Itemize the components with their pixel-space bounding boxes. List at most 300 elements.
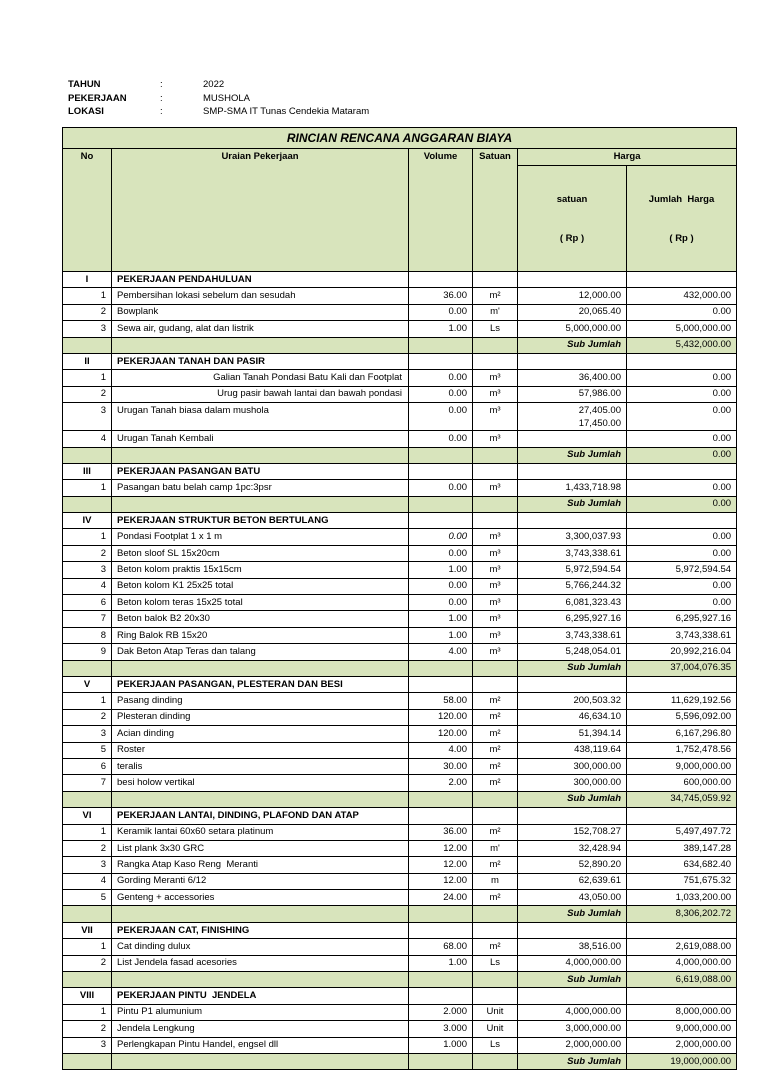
item-total-price: 3,743,338.61 — [627, 627, 737, 643]
subtotal-value: 0.00 — [627, 447, 737, 463]
item-unit-price: 12,000.00 — [518, 288, 627, 304]
item-unit: m² — [473, 775, 518, 791]
subtotal-label: Sub Jumlah — [518, 496, 627, 512]
empty-cell — [112, 791, 409, 807]
item-unit-price: 438,119.64 — [518, 742, 627, 758]
item-volume: 1.00 — [409, 611, 473, 627]
item-unit-price: 46,634.10 — [518, 709, 627, 725]
item-number: 5 — [63, 890, 112, 906]
empty-cell — [473, 337, 518, 353]
item-volume: 2.000 — [409, 1004, 473, 1020]
item-description: Beton kolom K1 25x25 total — [112, 578, 409, 594]
item-number: 1 — [63, 939, 112, 955]
item-row — [63, 1021, 737, 1037]
item-unit-price: 6,295,927.16 — [518, 611, 627, 627]
subtotal-value: 8,306,202.72 — [627, 906, 737, 922]
section-number: VII — [63, 922, 112, 938]
item-volume: 0.00 — [409, 578, 473, 594]
item-number: 3 — [63, 403, 112, 431]
empty-cell — [63, 972, 112, 988]
item-volume: 0.00 — [409, 545, 473, 561]
info-label: PEKERJAAN — [68, 92, 127, 104]
item-unit-price: 51,394.14 — [518, 726, 627, 742]
item-row — [63, 709, 737, 725]
info-row-project — [68, 92, 369, 106]
item-unit-price: 6,081,323.43 — [518, 595, 627, 611]
item-total-price: 0.00 — [627, 595, 737, 611]
item-volume: 58.00 — [409, 693, 473, 709]
item-volume: 36.00 — [409, 824, 473, 840]
item-number: 6 — [63, 595, 112, 611]
item-number: 7 — [63, 775, 112, 791]
item-number: 2 — [63, 386, 112, 402]
empty-cell — [112, 1053, 409, 1069]
item-volume: 4.00 — [409, 644, 473, 660]
empty-cell — [473, 676, 518, 692]
item-number: 9 — [63, 644, 112, 660]
item-unit-price: 38,516.00 — [518, 939, 627, 955]
item-row — [63, 955, 737, 971]
empty-cell — [409, 988, 473, 1004]
empty-cell — [409, 337, 473, 353]
item-total-price: 634,682.40 — [627, 857, 737, 873]
header-total-price — [627, 166, 737, 272]
subtotal-row — [63, 1053, 737, 1069]
item-description: Plesteran dinding — [112, 709, 409, 725]
section-number: IV — [63, 513, 112, 529]
empty-cell — [518, 676, 627, 692]
item-description: Pembersihan lokasi sebelum dan sesudah — [112, 288, 409, 304]
subtotal-value: 34,745,059.92 — [627, 791, 737, 807]
empty-cell — [518, 988, 627, 1004]
empty-cell — [473, 272, 518, 288]
item-unit-price: 152,708.27 — [518, 824, 627, 840]
empty-cell — [518, 513, 627, 529]
item-row — [63, 545, 737, 561]
subtotal-label: Sub Jumlah — [518, 660, 627, 676]
item-number: 6 — [63, 758, 112, 774]
item-total-price: 20,992,216.04 — [627, 644, 737, 660]
subtotal-value: 37,004,076.35 — [627, 660, 737, 676]
empty-cell — [409, 791, 473, 807]
item-volume: 1.00 — [409, 627, 473, 643]
header-unit-price — [518, 166, 627, 272]
item-number: 7 — [63, 611, 112, 627]
item-unit: m² — [473, 824, 518, 840]
item-row — [63, 403, 737, 431]
item-unit-price-line: 27,405.00 — [578, 405, 621, 417]
info-value: SMP-SMA IT Tunas Cendekia Mataram — [203, 106, 370, 117]
item-number: 3 — [63, 726, 112, 742]
item-unit-price: 52,890.20 — [518, 857, 627, 873]
item-description: List Jendela fasad acesories — [112, 955, 409, 971]
info-row-year — [68, 78, 369, 92]
empty-cell — [409, 513, 473, 529]
empty-cell — [473, 496, 518, 512]
empty-cell — [409, 660, 473, 676]
item-volume: 0.00 — [409, 595, 473, 611]
section-number: III — [63, 463, 112, 479]
item-number: 2 — [63, 709, 112, 725]
empty-cell — [112, 447, 409, 463]
item-number: 2 — [63, 545, 112, 561]
item-description: Pasangan batu belah camp 1pc:3psr — [112, 480, 409, 496]
item-unit: m² — [473, 758, 518, 774]
item-row — [63, 742, 737, 758]
item-description: Dak Beton Atap Teras dan talang — [112, 644, 409, 660]
empty-cell — [112, 496, 409, 512]
info-value: MUSHOLA — [203, 92, 250, 104]
header-no: No — [63, 149, 112, 272]
item-unit: m³ — [473, 480, 518, 496]
section-title: PEKERJAAN CAT, FINISHING — [112, 922, 409, 938]
section-number: I — [63, 272, 112, 288]
item-volume: 0.00 — [409, 403, 473, 431]
item-volume: 3.000 — [409, 1021, 473, 1037]
section-title: PEKERJAAN LANTAI, DINDING, PLAFOND DAN ATAP — [112, 808, 409, 824]
item-unit: m³ — [473, 431, 518, 447]
item-description: besi holow vertikal — [112, 775, 409, 791]
section-row — [63, 353, 737, 369]
item-unit: m³ — [473, 644, 518, 660]
section-number: II — [63, 353, 112, 369]
info-label: TAHUN — [68, 79, 101, 90]
item-description: Beton balok B2 20x30 — [112, 611, 409, 627]
section-title: PEKERJAAN STRUKTUR BETON BERTULANG — [112, 513, 409, 529]
item-unit-price: 5,972,594.54 — [518, 562, 627, 578]
subtotal-row — [63, 972, 737, 988]
empty-cell — [518, 808, 627, 824]
item-unit: m³ — [473, 403, 518, 431]
item-unit: Unit — [473, 1021, 518, 1037]
subtotal-label: Sub Jumlah — [518, 447, 627, 463]
item-unit-price: 4,000,000.00 — [518, 1004, 627, 1020]
item-row — [63, 627, 737, 643]
empty-cell — [627, 513, 737, 529]
item-total-price: 9,000,000.00 — [627, 758, 737, 774]
item-volume: 0.00 — [409, 431, 473, 447]
item-description: Roster — [112, 742, 409, 758]
section-row — [63, 922, 737, 938]
item-number: 3 — [63, 321, 112, 337]
section-title: PEKERJAAN PASANGAN, PLESTERAN DAN BESI — [112, 676, 409, 692]
info-label: LOKASI — [68, 106, 104, 117]
item-unit: Ls — [473, 321, 518, 337]
empty-cell — [518, 353, 627, 369]
header-unit-price-currency: ( Rp ) — [559, 233, 585, 244]
item-total-price: 6,167,296.80 — [627, 726, 737, 742]
section-number: V — [63, 676, 112, 692]
item-unit: m² — [473, 288, 518, 304]
header-description: Uraian Pekerjaan — [112, 149, 409, 272]
table-title: RINCIAN RENCANA ANGGARAN BIAYA — [63, 128, 737, 149]
item-total-price: 751,675.32 — [627, 873, 737, 889]
item-unit: m² — [473, 709, 518, 725]
subtotal-row — [63, 906, 737, 922]
item-description: List plank 3x30 GRC — [112, 840, 409, 856]
item-description: Pintu P1 alumunium — [112, 1004, 409, 1020]
header-volume: Volume — [409, 149, 473, 272]
item-description: Galian Tanah Pondasi Batu Kali dan Footplat — [112, 370, 409, 386]
item-volume: 4.00 — [409, 742, 473, 758]
item-total-price: 0.00 — [627, 578, 737, 594]
item-total-price: 9,000,000.00 — [627, 1021, 737, 1037]
empty-cell — [63, 447, 112, 463]
section-row — [63, 988, 737, 1004]
subtotal-value: 0.00 — [627, 496, 737, 512]
item-total-price: 5,972,594.54 — [627, 562, 737, 578]
item-row — [63, 1004, 737, 1020]
item-volume: 0.00 — [409, 386, 473, 402]
item-unit-price: 32,428.94 — [518, 840, 627, 856]
item-unit: m³ — [473, 545, 518, 561]
item-unit-price-line: 17,450.00 — [578, 418, 621, 430]
item-description: Pasang dinding — [112, 693, 409, 709]
header-unit-price-label: satuan — [556, 194, 588, 205]
item-unit-price: 62,639.61 — [518, 873, 627, 889]
subtotal-label: Sub Jumlah — [518, 906, 627, 922]
item-row — [63, 939, 737, 955]
section-number: VI — [63, 808, 112, 824]
section-number: VIII — [63, 988, 112, 1004]
subtotal-row — [63, 447, 737, 463]
item-unit-price — [518, 403, 627, 431]
header-total-price-label: Jumlah Harga — [648, 194, 715, 205]
item-number: 1 — [63, 1004, 112, 1020]
item-number: 1 — [63, 288, 112, 304]
item-description: Urugan Tanah Kembali — [112, 431, 409, 447]
empty-cell — [63, 337, 112, 353]
item-volume: 12.00 — [409, 857, 473, 873]
item-number: 1 — [63, 693, 112, 709]
empty-cell — [473, 906, 518, 922]
item-row — [63, 1037, 737, 1053]
item-total-price: 6,295,927.16 — [627, 611, 737, 627]
item-row — [63, 431, 737, 447]
empty-cell — [63, 1053, 112, 1069]
item-description: Sewa air, gudang, alat dan listrik — [112, 321, 409, 337]
item-total-price: 1,752,478.56 — [627, 742, 737, 758]
item-unit: m² — [473, 693, 518, 709]
item-description: Rangka Atap Kaso Reng Meranti — [112, 857, 409, 873]
item-row — [63, 873, 737, 889]
item-row — [63, 321, 737, 337]
item-unit: m³ — [473, 562, 518, 578]
empty-cell — [473, 660, 518, 676]
item-total-price: 5,000,000.00 — [627, 321, 737, 337]
item-number: 1 — [63, 370, 112, 386]
item-description: Ring Balok RB 15x20 — [112, 627, 409, 643]
item-unit-price: 2,000,000.00 — [518, 1037, 627, 1053]
empty-cell — [409, 353, 473, 369]
item-volume: 12.00 — [409, 873, 473, 889]
item-volume: 1.00 — [409, 321, 473, 337]
item-unit: Ls — [473, 1037, 518, 1053]
subtotal-label: Sub Jumlah — [518, 972, 627, 988]
item-volume: 0.00 — [409, 304, 473, 320]
item-number: 2 — [63, 955, 112, 971]
item-description: Genteng + accessories — [112, 890, 409, 906]
empty-cell — [409, 1053, 473, 1069]
item-volume: 120.00 — [409, 709, 473, 725]
item-description: Pondasi Footplat 1 x 1 m — [112, 529, 409, 545]
section-row — [63, 808, 737, 824]
empty-cell — [409, 676, 473, 692]
table-title-row — [63, 128, 737, 149]
section-title: PEKERJAAN PINTU JENDELA — [112, 988, 409, 1004]
item-row — [63, 644, 737, 660]
empty-cell — [473, 447, 518, 463]
item-unit: m² — [473, 726, 518, 742]
item-unit: m³ — [473, 595, 518, 611]
item-unit: m³ — [473, 627, 518, 643]
subtotal-row — [63, 660, 737, 676]
subtotal-value: 5,432,000.00 — [627, 337, 737, 353]
subtotal-label: Sub Jumlah — [518, 791, 627, 807]
item-volume: 1.00 — [409, 562, 473, 578]
item-number: 2 — [63, 1021, 112, 1037]
item-unit-price: 4,000,000.00 — [518, 955, 627, 971]
item-row — [63, 370, 737, 386]
empty-cell — [627, 463, 737, 479]
item-unit: m³ — [473, 611, 518, 627]
empty-cell — [409, 972, 473, 988]
item-unit: m² — [473, 939, 518, 955]
subtotal-label: Sub Jumlah — [518, 337, 627, 353]
empty-cell — [473, 988, 518, 1004]
item-unit-price: 5,000,000.00 — [518, 321, 627, 337]
empty-cell — [627, 676, 737, 692]
item-total-price: 432,000.00 — [627, 288, 737, 304]
empty-cell — [409, 463, 473, 479]
item-row — [63, 288, 737, 304]
empty-cell — [627, 272, 737, 288]
item-volume: 1.00 — [409, 955, 473, 971]
item-description: Urug pasir bawah lantai dan bawah pondasi — [112, 386, 409, 402]
item-total-price: 5,497,497.72 — [627, 824, 737, 840]
section-row — [63, 513, 737, 529]
item-total-price: 1,033,200.00 — [627, 890, 737, 906]
empty-cell — [63, 660, 112, 676]
item-volume: 0.00 — [409, 480, 473, 496]
project-info — [68, 78, 369, 119]
item-description: teralis — [112, 758, 409, 774]
item-row — [63, 595, 737, 611]
empty-cell — [409, 272, 473, 288]
item-unit: Ls — [473, 955, 518, 971]
empty-cell — [627, 922, 737, 938]
empty-cell — [409, 922, 473, 938]
empty-cell — [112, 906, 409, 922]
budget-table — [62, 127, 737, 1070]
item-row — [63, 840, 737, 856]
item-volume: 0.00 — [409, 370, 473, 386]
empty-cell — [112, 972, 409, 988]
item-number: 1 — [63, 529, 112, 545]
empty-cell — [409, 906, 473, 922]
item-total-price: 0.00 — [627, 545, 737, 561]
item-total-price: 2,619,088.00 — [627, 939, 737, 955]
empty-cell — [409, 447, 473, 463]
empty-cell — [473, 791, 518, 807]
item-number: 3 — [63, 562, 112, 578]
item-unit-price: 36,400.00 — [518, 370, 627, 386]
empty-cell — [473, 972, 518, 988]
item-volume: 68.00 — [409, 939, 473, 955]
item-total-price: 0.00 — [627, 304, 737, 320]
empty-cell — [473, 513, 518, 529]
empty-cell — [473, 463, 518, 479]
empty-cell — [627, 988, 737, 1004]
item-total-price: 0.00 — [627, 370, 737, 386]
item-row — [63, 304, 737, 320]
item-unit: m³ — [473, 386, 518, 402]
section-title: PEKERJAAN TANAH DAN PASIR — [112, 353, 409, 369]
item-description: Perlengkapan Pintu Handel, engsel dll — [112, 1037, 409, 1053]
item-unit-price: 200,503.32 — [518, 693, 627, 709]
empty-cell — [473, 1053, 518, 1069]
info-separator: : — [160, 92, 163, 104]
section-row — [63, 272, 737, 288]
empty-cell — [518, 922, 627, 938]
section-title: PEKERJAAN PENDAHULUAN — [112, 272, 409, 288]
section-title: PEKERJAAN PASANGAN BATU — [112, 463, 409, 479]
subtotal-row — [63, 791, 737, 807]
item-volume: 2.00 — [409, 775, 473, 791]
item-row — [63, 693, 737, 709]
item-volume: 120.00 — [409, 726, 473, 742]
subtotal-value: 19,000,000.00 — [627, 1053, 737, 1069]
item-number: 4 — [63, 578, 112, 594]
empty-cell — [518, 272, 627, 288]
item-total-price: 0.00 — [627, 480, 737, 496]
empty-cell — [627, 808, 737, 824]
empty-cell — [473, 353, 518, 369]
info-row-location — [68, 105, 369, 119]
item-number: 1 — [63, 824, 112, 840]
item-description: Urugan Tanah biasa dalam mushola — [112, 403, 409, 431]
item-total-price: 0.00 — [627, 529, 737, 545]
empty-cell — [63, 496, 112, 512]
item-volume: 12.00 — [409, 840, 473, 856]
item-row — [63, 824, 737, 840]
subtotal-label: Sub Jumlah — [518, 1053, 627, 1069]
item-row — [63, 611, 737, 627]
item-unit-price: 43,050.00 — [518, 890, 627, 906]
item-number: 4 — [63, 873, 112, 889]
section-row — [63, 463, 737, 479]
empty-cell — [63, 906, 112, 922]
item-volume: 1.000 — [409, 1037, 473, 1053]
item-total-price: 11,629,192.56 — [627, 693, 737, 709]
section-row — [63, 676, 737, 692]
item-unit: m — [473, 873, 518, 889]
header-row — [63, 149, 737, 166]
item-unit-price — [518, 431, 627, 447]
item-unit-price: 3,743,338.61 — [518, 627, 627, 643]
item-total-price: 0.00 — [627, 431, 737, 447]
empty-cell — [473, 808, 518, 824]
empty-cell — [627, 353, 737, 369]
item-row — [63, 758, 737, 774]
item-unit-price: 5,766,244.32 — [518, 578, 627, 594]
item-unit-price: 300,000.00 — [518, 758, 627, 774]
item-total-price: 600,000.00 — [627, 775, 737, 791]
item-unit-price: 20,065.40 — [518, 304, 627, 320]
item-total-price: 8,000,000.00 — [627, 1004, 737, 1020]
item-row — [63, 857, 737, 873]
item-description: Cat dinding dulux — [112, 939, 409, 955]
